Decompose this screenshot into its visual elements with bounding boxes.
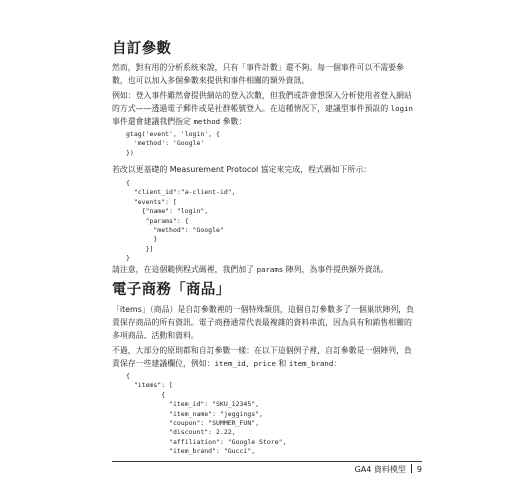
footer-rule: [112, 461, 422, 462]
paragraph-line: 責保存一些建議欄位，例如：item_id、price 和 item_brand：: [112, 359, 342, 368]
paragraph-line: 不過，大部分的原則都和自訂參數一樣：在以下這個例子裡，自訂參數是一個陣列，負: [112, 346, 412, 355]
paragraph-line: 然而，對有用的分析系統來說，只有「事件計數」還不夠。每一個事件可以不需要參: [112, 63, 404, 72]
page-footer: [355, 464, 422, 476]
code-block-json-event: { "client_id":"a-client-id", "events": [ {"name": "login", "params": { "method": "Google" } }] }: [126, 179, 236, 263]
paragraph-line: 數，也可以加入多個參數來提供和事件相關的額外資訊。: [112, 76, 310, 85]
footer-separator: [411, 464, 412, 473]
paragraph-items-intro: [112, 303, 420, 342]
inline-code: login: [390, 104, 413, 113]
paragraph-line: 事件還會建議我們指定 method 參數：: [112, 117, 247, 126]
paragraph-line: 請注意，在這個範例程式碼裡，我們加了 params 陣列，為事件提供額外資訊。: [112, 265, 389, 274]
inline-code: method: [193, 117, 221, 126]
section-heading-ecommerce-items: 電子商務「商品」: [112, 282, 231, 298]
paragraph-intro: [112, 61, 420, 87]
code-block-items-json: { "items": [ { "item_id": "SKU_12345", "item_name": "jeggings", "coupon": "SUMMER_FUN", "discount": 2.22, "affiliation": "Google Store", "item_brand": "Gucci",: [126, 372, 287, 456]
paragraph-line: 的方式——透過電子郵件或是社群帳號登入。在這種情況下，建議型事件預設的 login: [112, 104, 413, 113]
paragraph-line: 責保存商品的所有資訊。電子商務通常代表最複雜的資料串流，因為具有和銷售相關的: [112, 318, 412, 327]
footer-chapter-title: GA4 資料模型: [354, 465, 406, 474]
section-heading-custom-parameters: 自訂參數: [112, 41, 172, 57]
paragraph-line: 多項商品、活動和資料。: [112, 331, 199, 340]
code-block-gtag: gtag('event', 'login', { 'method': 'Google' }): [126, 130, 220, 157]
inline-code: item_id: [214, 359, 246, 368]
paragraph-login-example: [112, 89, 420, 128]
page-number: 9: [416, 465, 422, 474]
paragraph-line: 例如：登入事件雖然會提供網站的登入次數，但我們或許會想深入分析使用者登入網站: [112, 91, 412, 100]
paragraph-line: 「items」（商品）是自訂參數裡的一個特殊類別，這個自訂參數多了一個巢狀陣列，負: [112, 305, 415, 314]
inline-code: item_brand: [288, 359, 334, 368]
paragraph-params-note: [112, 263, 420, 276]
inline-code: params: [256, 265, 284, 274]
paragraph-measurement-protocol: 若改以更基礎的 Measurement Protocol 協定來完成，程式碼如下所示：: [112, 165, 372, 174]
inline-code: price: [253, 359, 276, 368]
paragraph-items-fields: [112, 344, 420, 370]
